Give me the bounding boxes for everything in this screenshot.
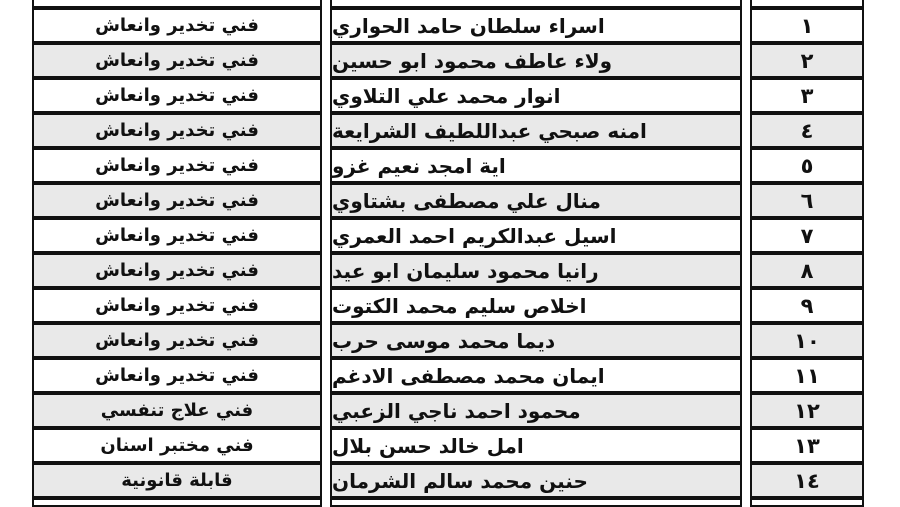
number-cell: ١٢ bbox=[750, 393, 864, 428]
table-row bbox=[0, 43, 900, 78]
number-cell: ٨ bbox=[750, 253, 864, 288]
name-cell: اية امجد نعيم غزو bbox=[330, 148, 742, 183]
table-row bbox=[0, 323, 900, 358]
number-cell: ٣ bbox=[750, 78, 864, 113]
number-cell: ٦ bbox=[750, 183, 864, 218]
role-cell: فني تخدير وانعاش bbox=[32, 218, 322, 253]
number-cell: ١٠ bbox=[750, 323, 864, 358]
role-cell: فني تخدير وانعاش bbox=[32, 323, 322, 358]
table-row bbox=[0, 288, 900, 323]
table-row-partial-top bbox=[0, 0, 900, 8]
table-row bbox=[0, 253, 900, 288]
number-cell: ٩ bbox=[750, 288, 864, 323]
role-cell: فني مختبر اسنان bbox=[32, 428, 322, 463]
table-row bbox=[0, 183, 900, 218]
role-cell: فني تخدير وانعاش bbox=[32, 183, 322, 218]
role-cell: فني تخدير وانعاش bbox=[32, 148, 322, 183]
role-cell: فني تخدير وانعاش bbox=[32, 288, 322, 323]
name-cell: منال علي مصطفى بشتاوي bbox=[330, 183, 742, 218]
role-cell: فني علاج تنفسي bbox=[32, 393, 322, 428]
number-cell: ٢ bbox=[750, 43, 864, 78]
name-cell: ديما محمد موسى حرب bbox=[330, 323, 742, 358]
number-cell: ٧ bbox=[750, 218, 864, 253]
name-cell: محمود احمد ناجي الزعبي bbox=[330, 393, 742, 428]
table-row bbox=[0, 113, 900, 148]
role-cell: فني تخدير وانعاش bbox=[32, 78, 322, 113]
role-cell: فني تخدير وانعاش bbox=[32, 253, 322, 288]
number-cell: ٤ bbox=[750, 113, 864, 148]
name-cell: رانيا محمود سليمان ابو عيد bbox=[330, 253, 742, 288]
name-cell: امل خالد حسن بلال bbox=[330, 428, 742, 463]
number-cell: ١٤ bbox=[750, 463, 864, 498]
role-cell: قابلة قانونية bbox=[32, 463, 322, 498]
table-row bbox=[0, 8, 900, 43]
name-cell: حنين محمد سالم الشرمان bbox=[330, 463, 742, 498]
table-row bbox=[0, 428, 900, 463]
name-cell: اسراء سلطان حامد الحواري bbox=[330, 8, 742, 43]
role-cell: فني تخدير وانعاش bbox=[32, 358, 322, 393]
table-row bbox=[0, 393, 900, 428]
name-cell: اسيل عبدالكريم احمد العمري bbox=[330, 218, 742, 253]
name-cell: امنه صبحي عبداللطيف الشرايعة bbox=[330, 113, 742, 148]
role-cell: فني تخدير وانعاش bbox=[32, 43, 322, 78]
table-row bbox=[0, 358, 900, 393]
table-row bbox=[0, 148, 900, 183]
table-row bbox=[0, 218, 900, 253]
number-cell: ١١ bbox=[750, 358, 864, 393]
role-cell: فني تخدير وانعاش bbox=[32, 8, 322, 43]
table-row bbox=[0, 463, 900, 498]
table-row bbox=[0, 78, 900, 113]
number-cell: ١٣ bbox=[750, 428, 864, 463]
name-cell: ولاء عاطف محمود ابو حسين bbox=[330, 43, 742, 78]
number-cell: ١ bbox=[750, 8, 864, 43]
name-cell: اخلاص سليم محمد الكتوت bbox=[330, 288, 742, 323]
role-cell: فني تخدير وانعاش bbox=[32, 113, 322, 148]
number-cell: ٥ bbox=[750, 148, 864, 183]
table-row-partial-bottom bbox=[0, 498, 900, 507]
name-cell: انوار محمد علي التلاوي bbox=[330, 78, 742, 113]
name-cell: ايمان محمد مصطفى الادغم bbox=[330, 358, 742, 393]
